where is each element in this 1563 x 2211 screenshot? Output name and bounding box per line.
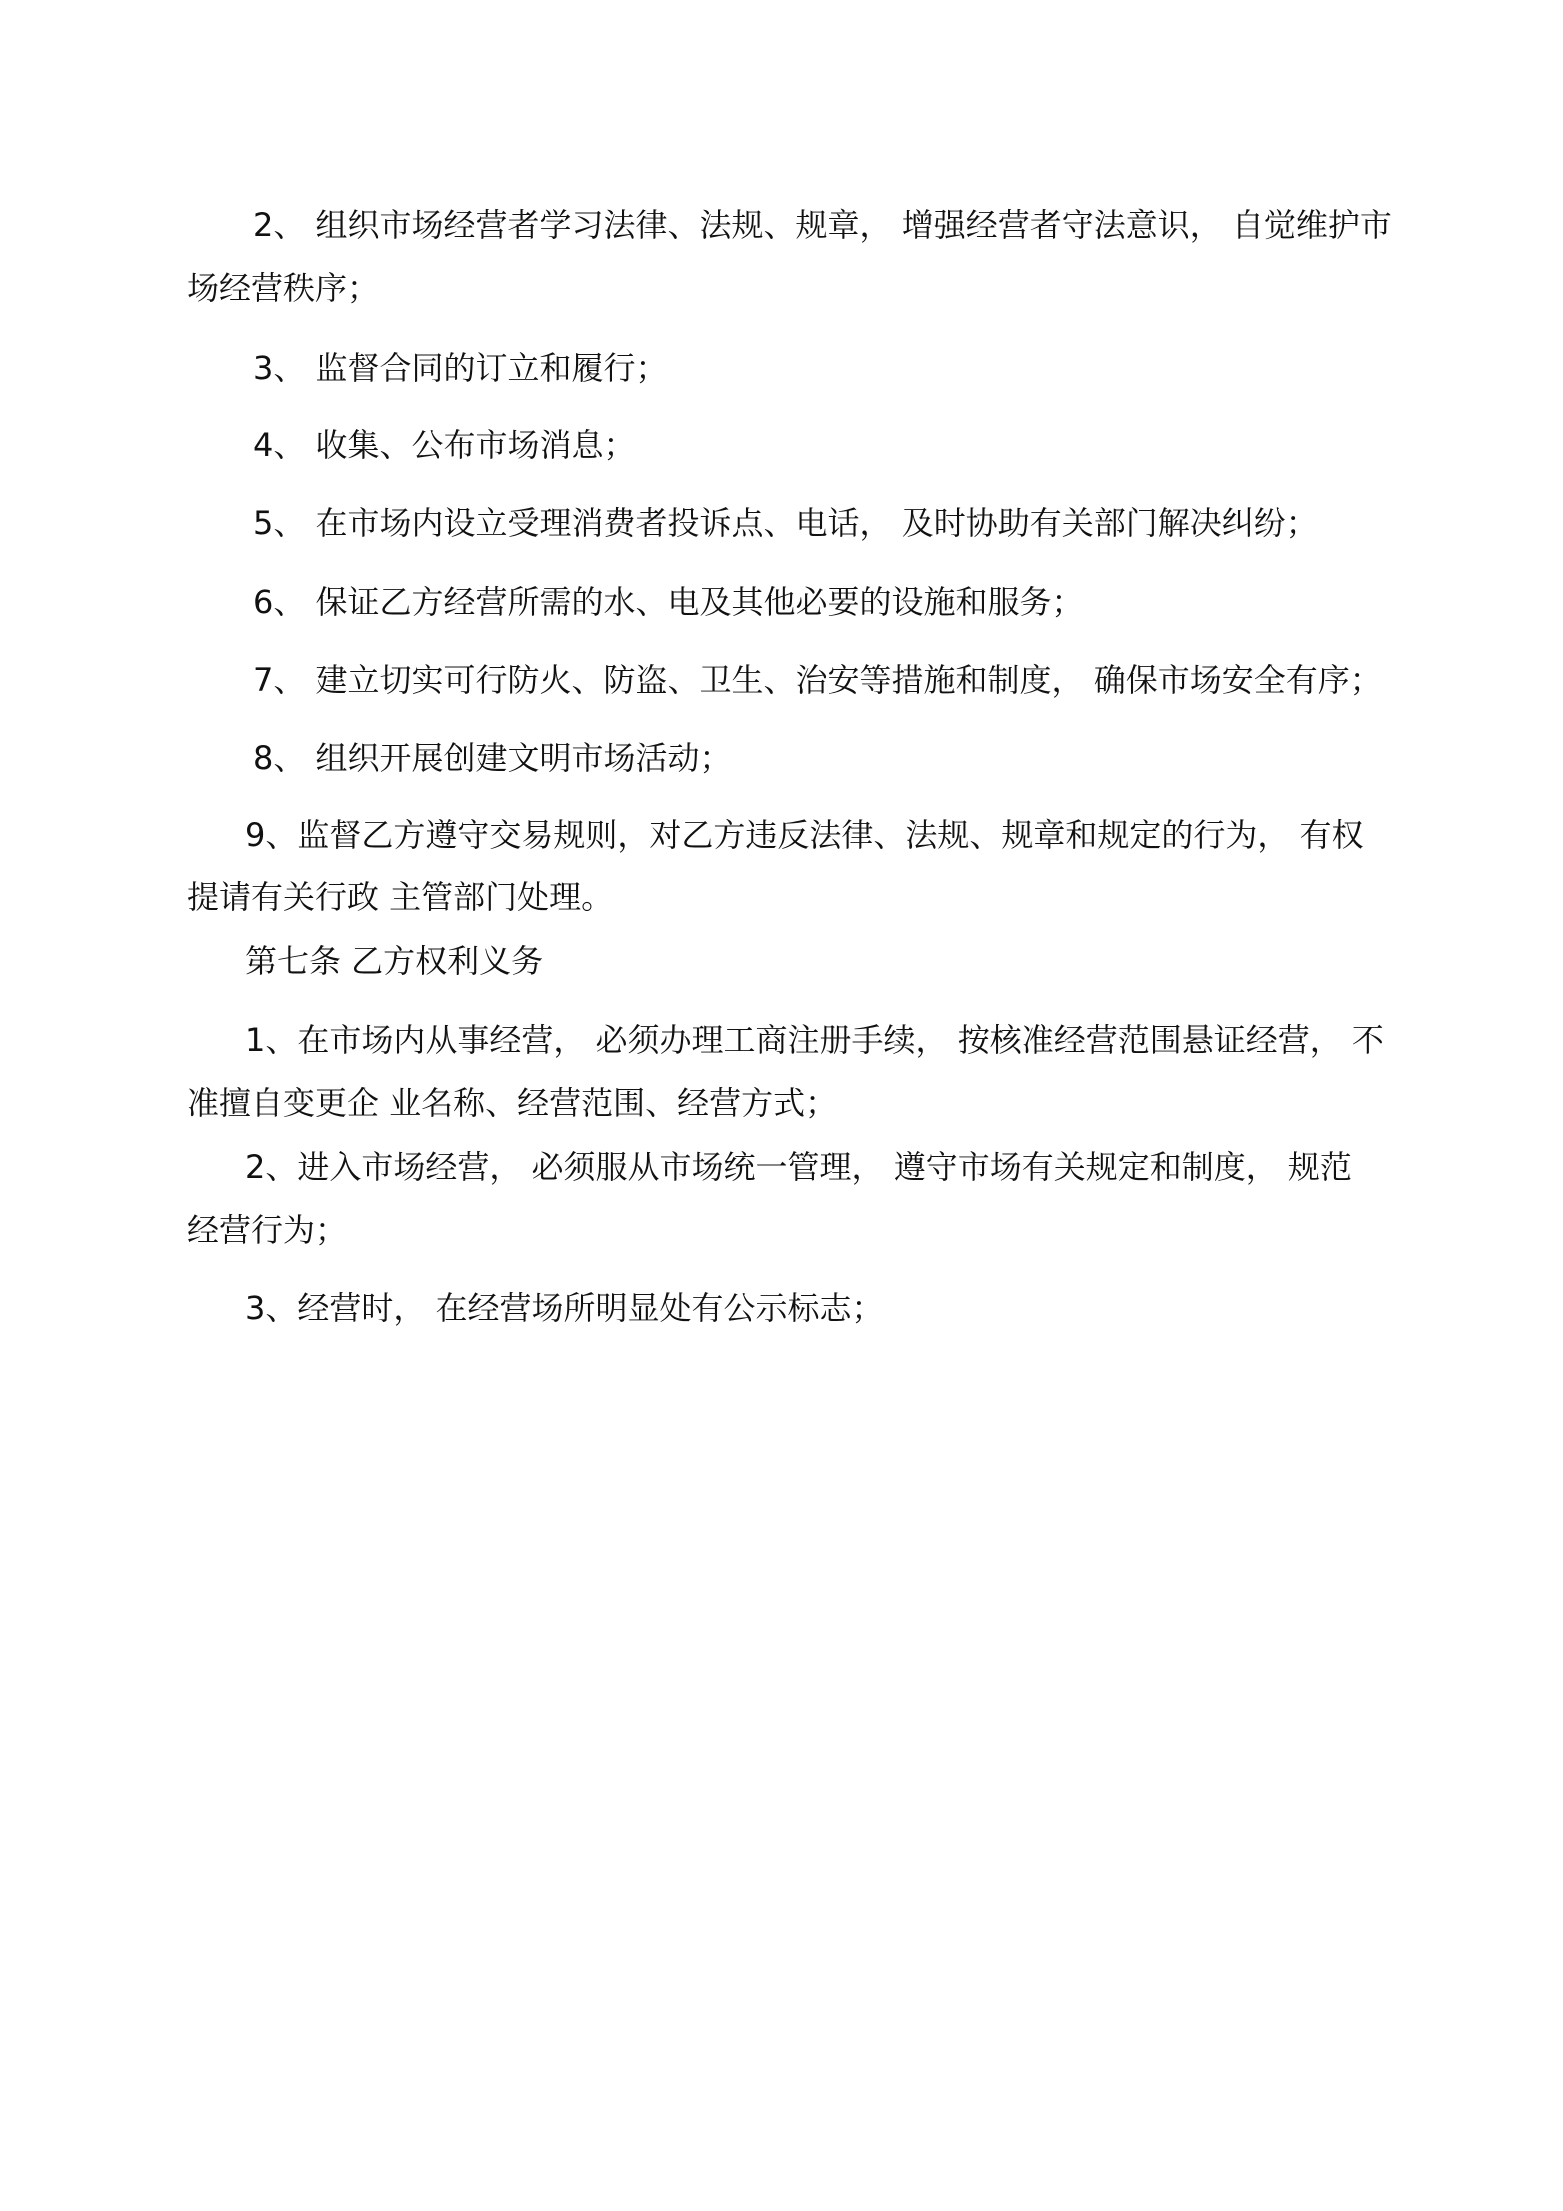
text-line-3: 3、 监督合同的订立和履行；: [253, 349, 668, 387]
section-heading: 第七条 乙方权利义务: [245, 942, 544, 980]
text-line-13: 准擅自变更企 业名称、经营范围、经营方式；: [187, 1084, 838, 1122]
text-line-5: 5、 在市场内设立受理消费者投诉点、电话， 及时协助有关部门解决纠纷；: [253, 504, 1318, 542]
text-line-8: 8、 组织开展创建文明市场活动；: [253, 739, 732, 777]
text-line-4: 4、 收集、公布市场消息；: [253, 426, 636, 464]
text-line-16: 3、经营时， 在经营场所明显处有公示标志；: [245, 1289, 884, 1327]
text-line-10: 提请有关行政 主管部门处理。: [187, 878, 614, 916]
text-line-12: 1、在市场内从事经营， 必须办理工商注册手续， 按核准经营范围悬证经营， 不: [245, 1021, 1384, 1059]
text-line-2: 场经营秩序；: [187, 269, 380, 307]
text-line-15: 经营行为；: [187, 1211, 348, 1249]
text-line-1: 2、 组织市场经营者学习法律、法规、规章， 增强经营者守法意识， 自觉维护市: [253, 206, 1392, 244]
text-line-9: 9、监督乙方遵守交易规则，对乙方违反法律、法规、规章和规定的行为， 有权: [245, 816, 1364, 854]
text-line-14: 2、进入市场经营， 必须服从市场统一管理， 遵守市场有关规定和制度， 规范: [245, 1148, 1352, 1186]
text-line-7: 7、 建立切实可行防火、防盗、卫生、治安等措施和制度， 确保市场安全有序；: [253, 661, 1382, 699]
text-line-6: 6、 保证乙方经营所需的水、电及其他必要的设施和服务；: [253, 583, 1084, 621]
